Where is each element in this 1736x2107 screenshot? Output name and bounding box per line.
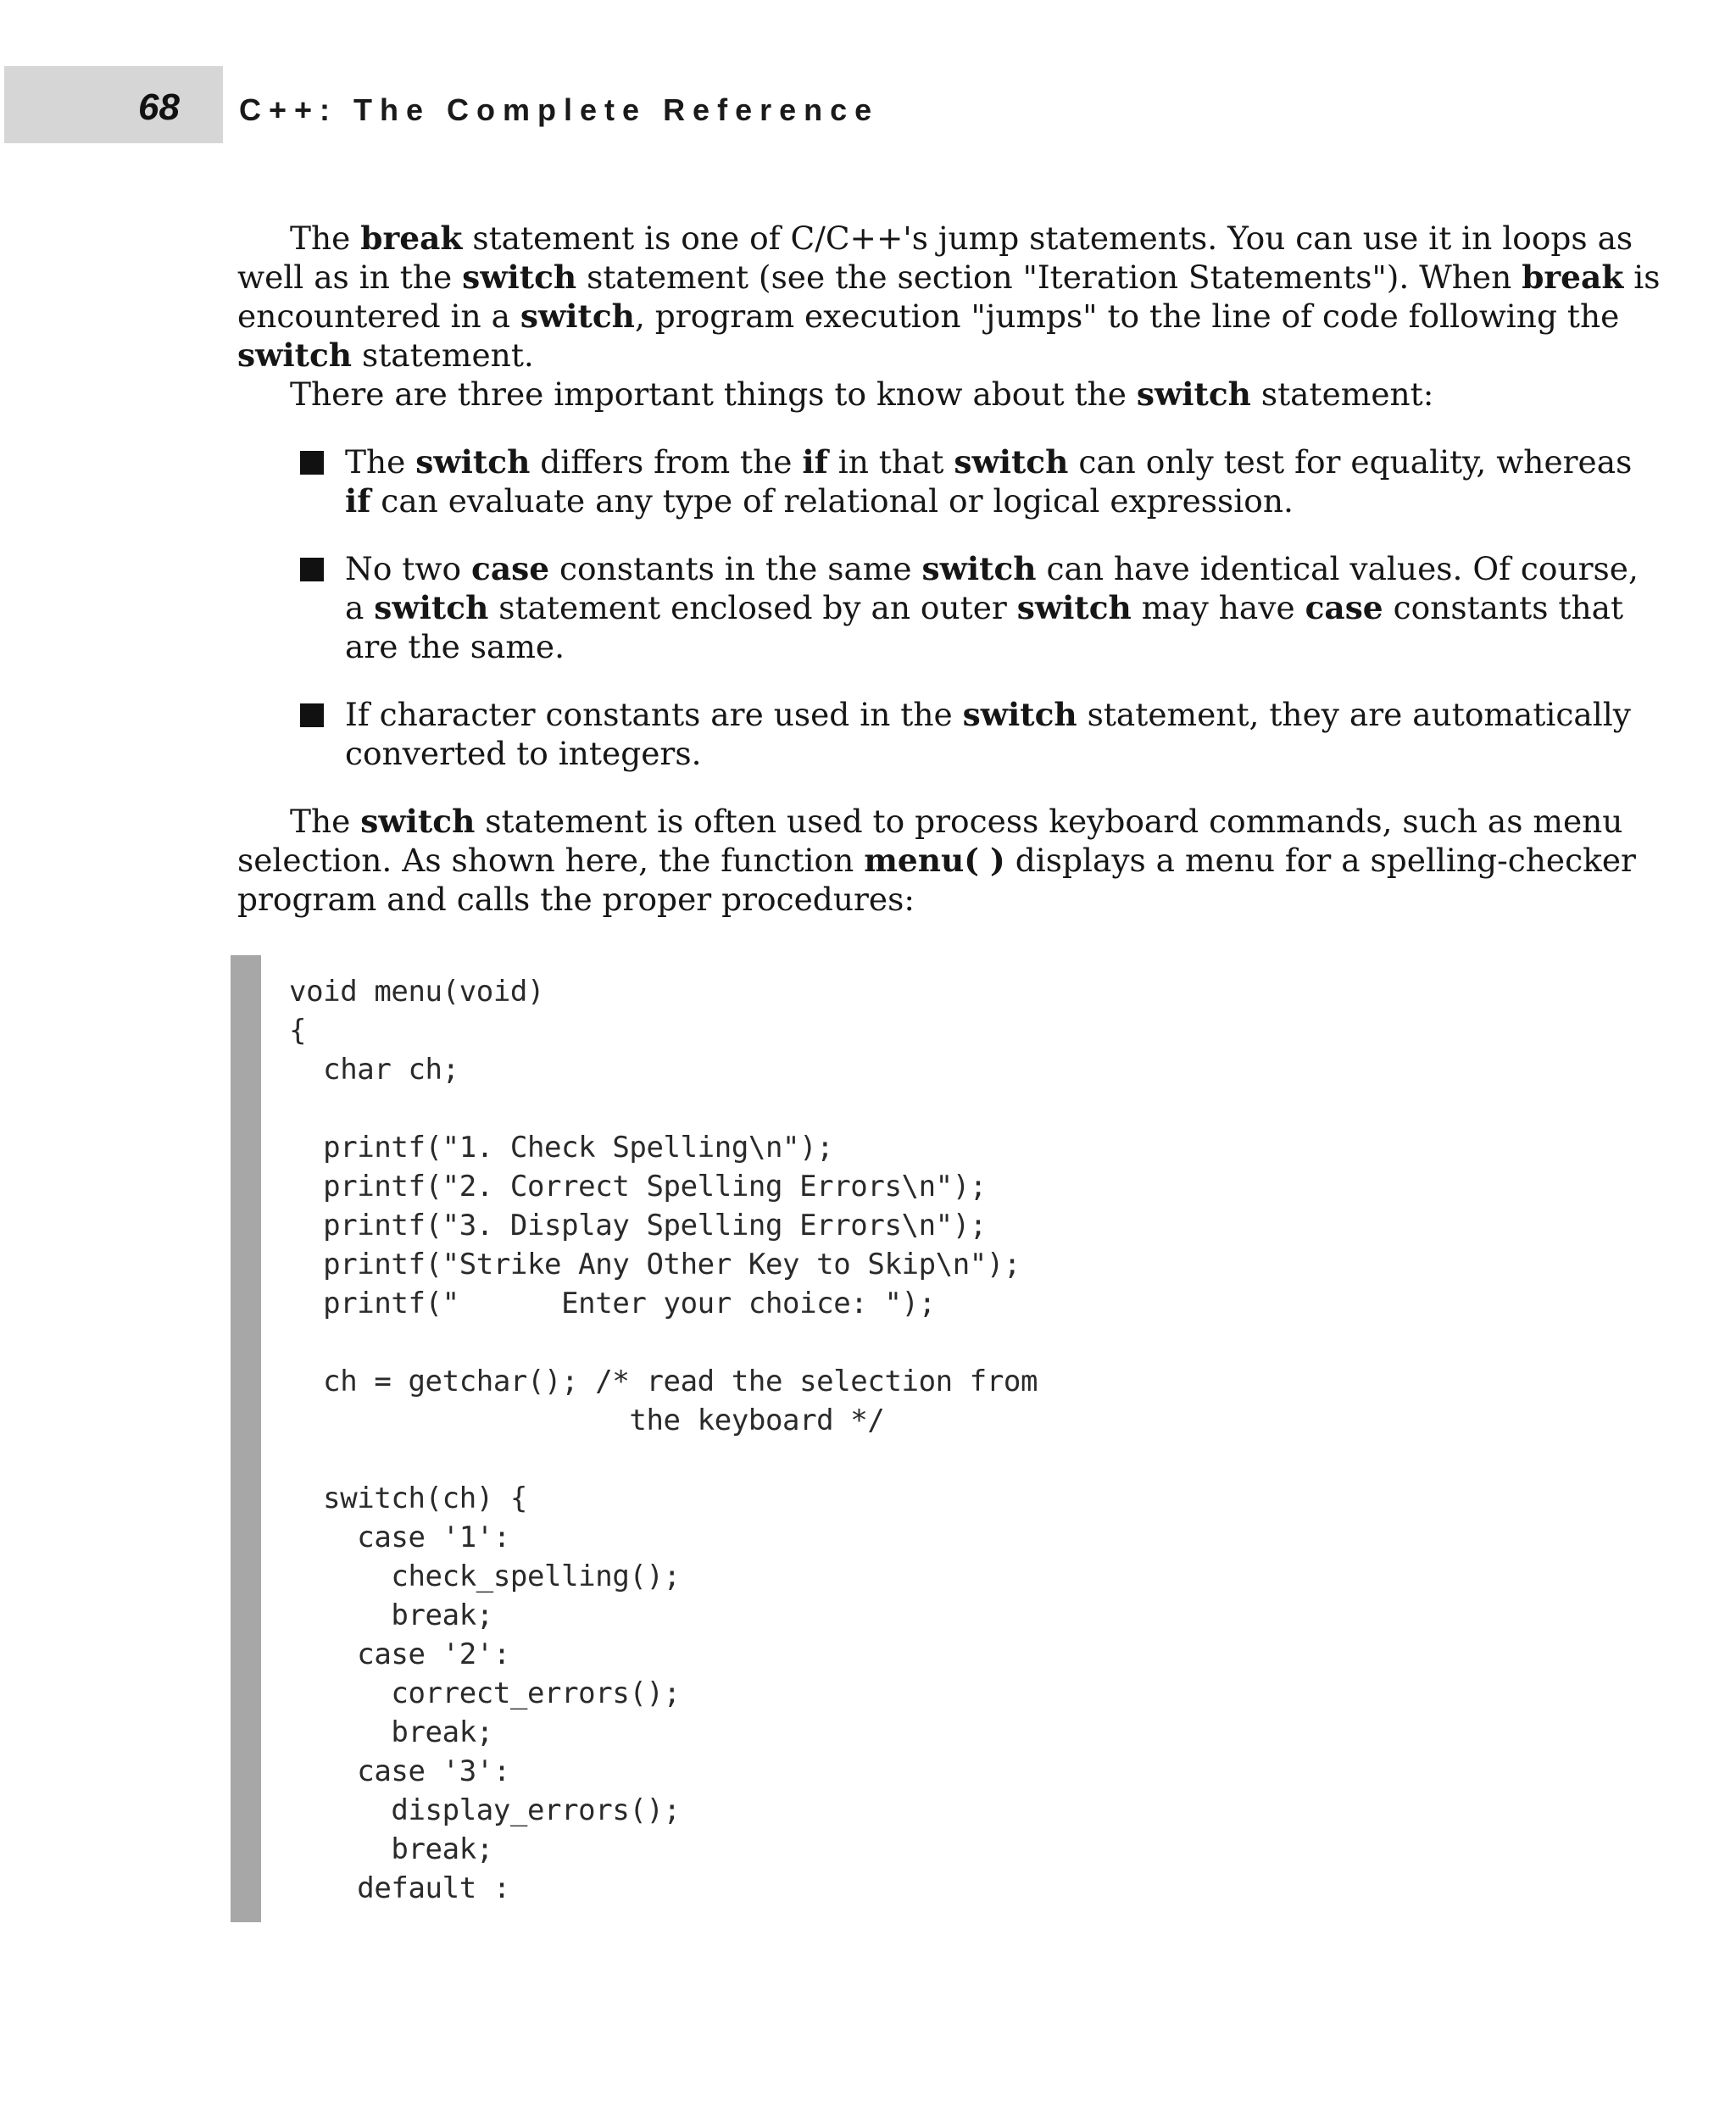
code-line: break;: [289, 1598, 493, 1632]
code-listing: [289, 972, 1038, 1908]
code-line: correct_errors();: [289, 1676, 681, 1710]
running-head-title: C++: The Complete Reference: [239, 92, 880, 127]
keyword-bold: switch: [415, 443, 531, 481]
code-line: [289, 1440, 1038, 1479]
code-line: default :: [289, 1871, 510, 1905]
keyword-bold: switch: [1136, 375, 1251, 413]
bullet-list: [237, 442, 1639, 773]
code-line: ch = getchar(); /* read the selection from: [289, 1365, 1038, 1398]
code-line: printf(" Enter your choice: ");: [289, 1287, 936, 1320]
paragraph-keyboard-commands: The switch statement is often used to process keyboard commands, such as menu selection. As shown here, the function menu( ) displays a menu for a spelling-checker program and calls the proper procedures:: [237, 803, 1636, 918]
keyword-bold: switch: [374, 589, 489, 626]
code-line: printf("2. Correct Spelling Errors\n");: [289, 1170, 987, 1204]
code-listing-sidebar: [231, 955, 261, 1922]
bullet-text: The switch differs from the if in that switch can only test for equality, whereas if can evaluate any type of relational or logical expression.: [345, 443, 1633, 520]
body-text: [237, 219, 1661, 919]
code-line: check_spelling();: [289, 1559, 681, 1593]
code-line: printf("3. Display Spelling Errors\n");: [289, 1209, 987, 1243]
keyword-bold: if: [345, 482, 371, 520]
bullet-text: No two case constants in the same switch can have identical values. Of course, a switch statement enclosed by an outer switch may have case constants that are the same.: [345, 550, 1639, 665]
keyword-bold: if: [802, 443, 828, 481]
code-line: char ch;: [289, 1053, 459, 1087]
code-line: [289, 1089, 1038, 1128]
code-line: display_errors();: [289, 1793, 681, 1827]
code-line: case '3':: [289, 1754, 510, 1788]
keyword-bold: case: [1305, 589, 1383, 626]
keyword-bold: case: [470, 550, 550, 587]
bullet-text: If character constants are used in the switch statement, they are automatically converted to integers.: [345, 696, 1631, 772]
keyword-bold: break: [360, 220, 463, 257]
paragraph-break-statement: The break statement is one of C/C++'s jump statements. You can use it in loops as well as in the switch statement (see the section "Iteration Statements"). When break is encountered in a switch, program execution "jumps" to the line of code following the switch statement.: [237, 220, 1661, 374]
bullet-item-character-constants: [237, 695, 1631, 773]
keyword-bold: switch: [520, 297, 635, 335]
code-line: [289, 1323, 1038, 1362]
bullet-item-case-constants: [237, 549, 1639, 666]
code-line: break;: [289, 1832, 493, 1866]
keyword-bold: break: [1522, 259, 1624, 296]
code-line: {: [289, 1014, 307, 1048]
code-line: printf("1. Check Spelling\n");: [289, 1131, 834, 1165]
code-line: the keyboard */: [289, 1404, 885, 1437]
page-number-tab: [4, 66, 223, 143]
square-bullet-icon: [300, 451, 324, 475]
keyword-bold: switch: [462, 259, 577, 296]
keyword-bold: switch: [921, 550, 1037, 587]
code-line: printf("Strike Any Other Key to Skip\n");: [289, 1248, 1021, 1281]
keyword-bold: switch: [360, 803, 476, 840]
square-bullet-icon: [300, 703, 324, 727]
code-line: void menu(void): [289, 975, 545, 1009]
keyword-bold: switch: [954, 443, 1069, 481]
keyword-bold: switch: [962, 696, 1077, 733]
code-line: switch(ch) {: [289, 1482, 527, 1515]
code-line: break;: [289, 1715, 493, 1749]
keyword-bold: switch: [1016, 589, 1132, 626]
square-bullet-icon: [300, 558, 324, 581]
code-line: case '2':: [289, 1637, 510, 1671]
page-number: 68: [138, 86, 180, 128]
keyword-bold: menu( ): [864, 842, 1005, 879]
paragraph-three-things: There are three important things to know about the switch statement:: [290, 375, 1434, 413]
bullet-item-equality: [237, 442, 1633, 520]
code-line: case '1':: [289, 1520, 510, 1554]
keyword-bold: switch: [237, 336, 353, 374]
